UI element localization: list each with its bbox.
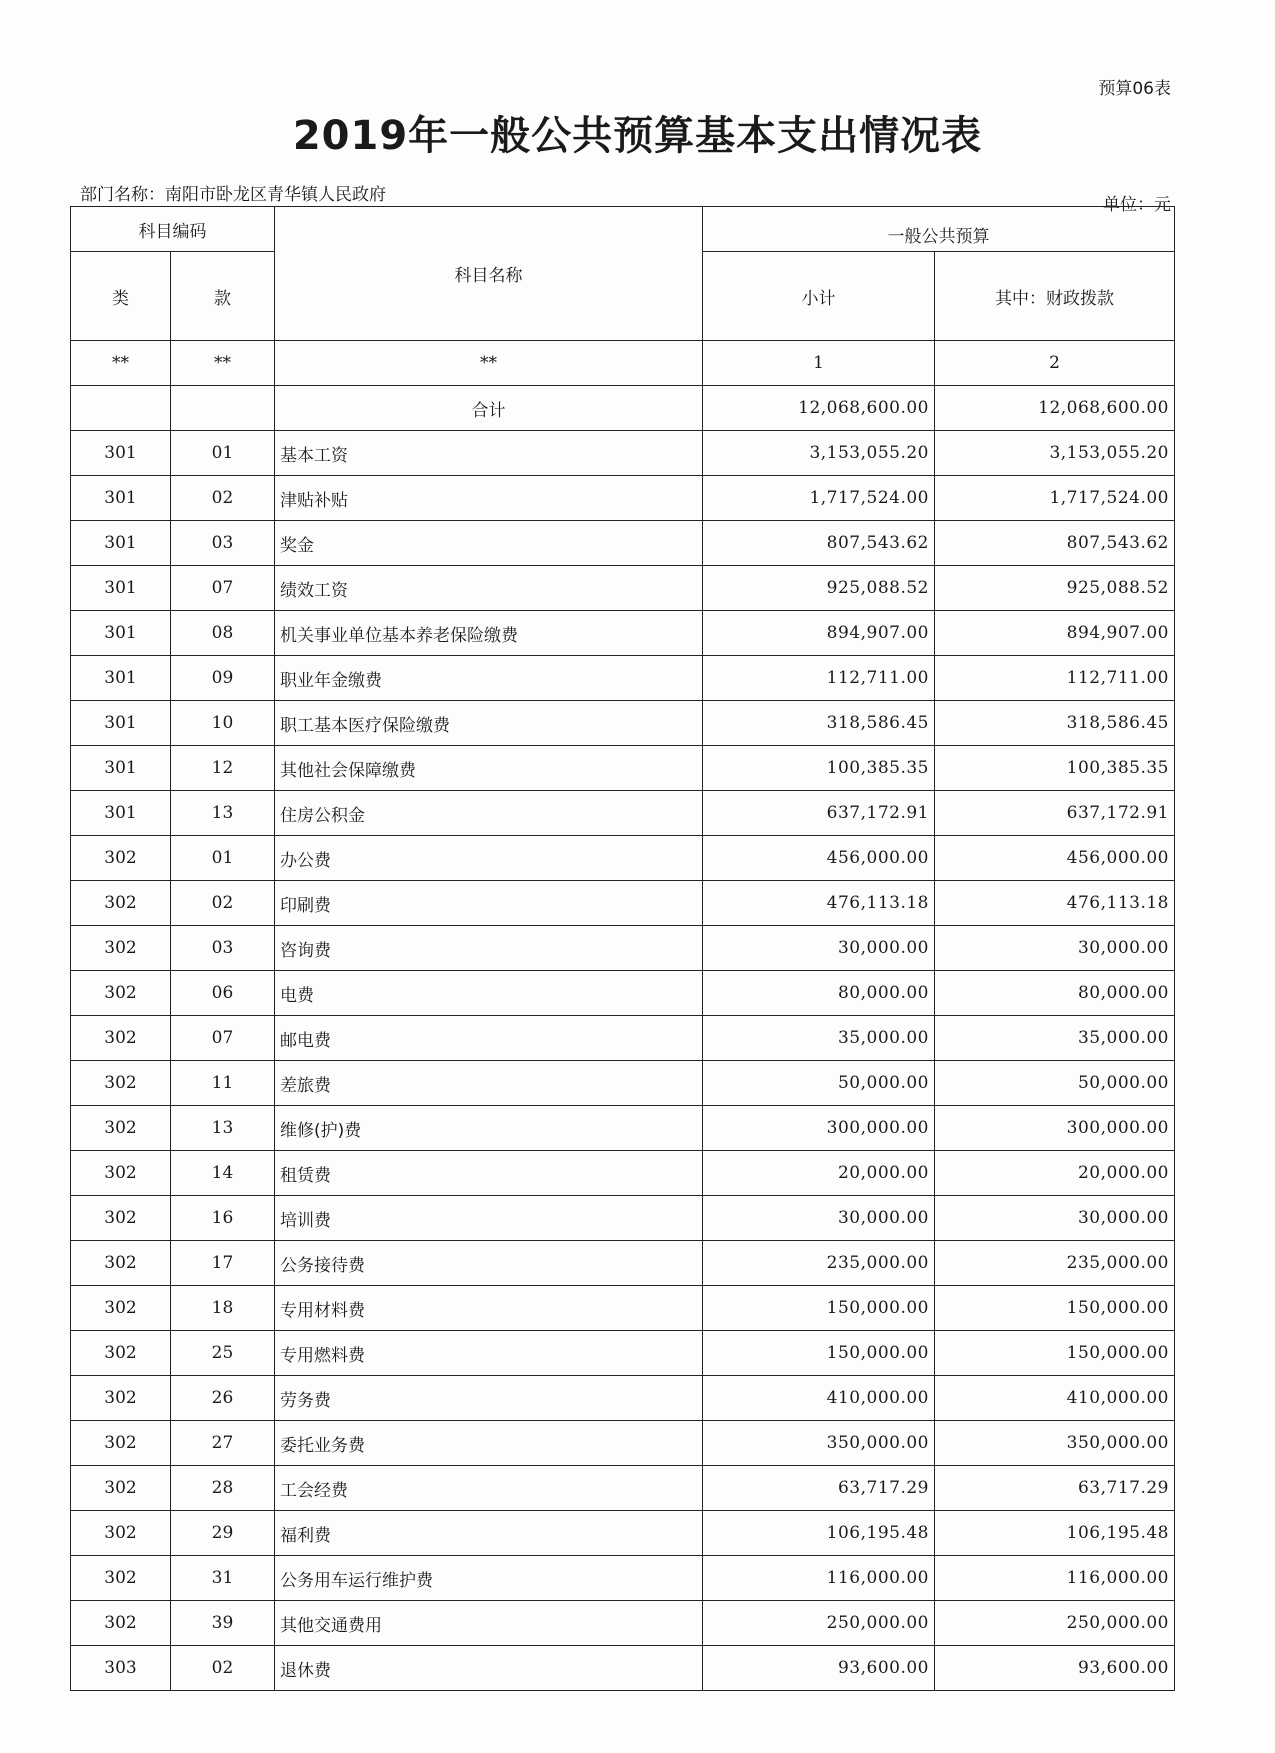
row-class-code: 301	[71, 476, 171, 521]
row-item-code: 11	[171, 1061, 275, 1106]
row-class-code: 302	[71, 1241, 171, 1286]
row-item-code: 07	[171, 1016, 275, 1061]
row-item-code: 17	[171, 1241, 275, 1286]
row-subject-name: 福利费	[275, 1511, 703, 1556]
row-class-code: 302	[71, 1511, 171, 1556]
total-class	[71, 386, 171, 431]
header-budget-group: 一般公共预算	[703, 207, 1175, 252]
row-fiscal: 807,543.62	[935, 521, 1175, 566]
header-fiscal: 其中：财政拨款	[935, 252, 1175, 341]
row-fiscal: 50,000.00	[935, 1061, 1175, 1106]
row-class-code: 302	[71, 1196, 171, 1241]
row-fiscal: 63,717.29	[935, 1466, 1175, 1511]
table-row	[71, 746, 1175, 791]
row-subtotal: 807,543.62	[703, 521, 935, 566]
row-class-code: 302	[71, 1061, 171, 1106]
row-class-code: 302	[71, 1016, 171, 1061]
row-class-code: 302	[71, 1421, 171, 1466]
row-subject-name: 其他社会保障缴费	[275, 746, 703, 791]
total-label: 合计	[275, 386, 703, 431]
row-item-code: 28	[171, 1466, 275, 1511]
row-subtotal: 106,195.48	[703, 1511, 935, 1556]
row-subject-name: 劳务费	[275, 1376, 703, 1421]
row-subtotal: 80,000.00	[703, 971, 935, 1016]
table-row	[71, 836, 1175, 881]
row-item-code: 03	[171, 521, 275, 566]
row-subtotal: 894,907.00	[703, 611, 935, 656]
index-fiscal: 2	[935, 341, 1175, 386]
row-subject-name: 咨询费	[275, 926, 703, 971]
row-subject-name: 奖金	[275, 521, 703, 566]
row-fiscal: 30,000.00	[935, 926, 1175, 971]
row-subtotal: 35,000.00	[703, 1016, 935, 1061]
row-item-code: 03	[171, 926, 275, 971]
table-row	[71, 1601, 1175, 1646]
row-class-code: 302	[71, 926, 171, 971]
row-class-code: 301	[71, 431, 171, 476]
department-line	[80, 180, 386, 205]
total-row	[71, 386, 1175, 431]
row-subject-name: 办公费	[275, 836, 703, 881]
row-fiscal: 235,000.00	[935, 1241, 1175, 1286]
table-row	[71, 566, 1175, 611]
index-item: **	[171, 341, 275, 386]
row-subtotal: 112,711.00	[703, 656, 935, 701]
table-row	[71, 1106, 1175, 1151]
table-row	[71, 1331, 1175, 1376]
row-fiscal: 350,000.00	[935, 1421, 1175, 1466]
row-fiscal: 100,385.35	[935, 746, 1175, 791]
row-class-code: 301	[71, 701, 171, 746]
row-subtotal: 250,000.00	[703, 1601, 935, 1646]
row-class-code: 302	[71, 1376, 171, 1421]
row-subtotal: 150,000.00	[703, 1331, 935, 1376]
row-subject-name: 职业年金缴费	[275, 656, 703, 701]
row-subject-name: 差旅费	[275, 1061, 703, 1106]
row-fiscal: 1,717,524.00	[935, 476, 1175, 521]
table-row	[71, 611, 1175, 656]
table-row	[71, 791, 1175, 836]
table-row	[71, 476, 1175, 521]
row-fiscal: 106,195.48	[935, 1511, 1175, 1556]
row-subject-name: 专用材料费	[275, 1286, 703, 1331]
row-item-code: 13	[171, 791, 275, 836]
row-fiscal: 112,711.00	[935, 656, 1175, 701]
row-item-code: 16	[171, 1196, 275, 1241]
table-row	[71, 431, 1175, 476]
row-class-code: 302	[71, 1286, 171, 1331]
table-row	[71, 1151, 1175, 1196]
table-row	[71, 1466, 1175, 1511]
row-subtotal: 150,000.00	[703, 1286, 935, 1331]
row-class-code: 301	[71, 791, 171, 836]
row-fiscal: 318,586.45	[935, 701, 1175, 746]
row-class-code: 302	[71, 1466, 171, 1511]
row-subtotal: 235,000.00	[703, 1241, 935, 1286]
row-fiscal: 476,113.18	[935, 881, 1175, 926]
row-subject-name: 委托业务费	[275, 1421, 703, 1466]
row-class-code: 302	[71, 1106, 171, 1151]
row-class-code: 301	[71, 656, 171, 701]
row-item-code: 07	[171, 566, 275, 611]
header-item: 款	[171, 252, 275, 341]
row-subtotal: 3,153,055.20	[703, 431, 935, 476]
table-row	[71, 701, 1175, 746]
row-fiscal: 80,000.00	[935, 971, 1175, 1016]
table-row	[71, 1196, 1175, 1241]
row-item-code: 29	[171, 1511, 275, 1556]
row-fiscal: 35,000.00	[935, 1016, 1175, 1061]
row-subject-name: 培训费	[275, 1196, 703, 1241]
row-subject-name: 租赁费	[275, 1151, 703, 1196]
row-fiscal: 300,000.00	[935, 1106, 1175, 1151]
row-class-code: 301	[71, 566, 171, 611]
row-fiscal: 30,000.00	[935, 1196, 1175, 1241]
total-item	[171, 386, 275, 431]
row-subtotal: 350,000.00	[703, 1421, 935, 1466]
row-class-code: 301	[71, 611, 171, 656]
table-row	[71, 656, 1175, 701]
row-subtotal: 456,000.00	[703, 836, 935, 881]
table-row	[71, 1646, 1175, 1691]
row-subtotal: 637,172.91	[703, 791, 935, 836]
row-subtotal: 1,717,524.00	[703, 476, 935, 521]
index-class: **	[71, 341, 171, 386]
row-class-code: 302	[71, 836, 171, 881]
table-row	[71, 1286, 1175, 1331]
row-subject-name: 电费	[275, 971, 703, 1016]
header-name: 科目名称	[275, 207, 703, 341]
table-row	[71, 926, 1175, 971]
row-item-code: 06	[171, 971, 275, 1016]
row-fiscal: 894,907.00	[935, 611, 1175, 656]
row-item-code: 08	[171, 611, 275, 656]
row-subject-name: 津贴补贴	[275, 476, 703, 521]
row-subject-name: 公务接待费	[275, 1241, 703, 1286]
table-row	[71, 1061, 1175, 1106]
row-item-code: 02	[171, 476, 275, 521]
row-item-code: 12	[171, 746, 275, 791]
row-subtotal: 116,000.00	[703, 1556, 935, 1601]
row-subtotal: 100,385.35	[703, 746, 935, 791]
row-fiscal: 637,172.91	[935, 791, 1175, 836]
row-subject-name: 职工基本医疗保险缴费	[275, 701, 703, 746]
row-fiscal: 20,000.00	[935, 1151, 1175, 1196]
row-fiscal: 150,000.00	[935, 1331, 1175, 1376]
table-row	[71, 1376, 1175, 1421]
row-subject-name: 维修(护)费	[275, 1106, 703, 1151]
row-item-code: 14	[171, 1151, 275, 1196]
row-fiscal: 456,000.00	[935, 836, 1175, 881]
table-row	[71, 1511, 1175, 1556]
row-item-code: 10	[171, 701, 275, 746]
row-item-code: 09	[171, 656, 275, 701]
row-fiscal: 3,153,055.20	[935, 431, 1175, 476]
row-class-code: 302	[71, 1601, 171, 1646]
unit-label: 单位：元	[1103, 195, 1171, 215]
total-subtotal: 12,068,600.00	[703, 386, 935, 431]
row-subtotal: 30,000.00	[703, 926, 935, 971]
row-item-code: 13	[171, 1106, 275, 1151]
row-subtotal: 410,000.00	[703, 1376, 935, 1421]
index-row	[71, 341, 1175, 386]
row-subject-name: 公务用车运行维护费	[275, 1556, 703, 1601]
row-item-code: 26	[171, 1376, 275, 1421]
row-class-code: 301	[71, 746, 171, 791]
row-item-code: 18	[171, 1286, 275, 1331]
form-number: 预算06表	[1098, 79, 1171, 99]
row-subtotal: 50,000.00	[703, 1061, 935, 1106]
row-subtotal: 20,000.00	[703, 1151, 935, 1196]
row-class-code: 302	[71, 1331, 171, 1376]
row-subtotal: 925,088.52	[703, 566, 935, 611]
row-class-code: 302	[71, 881, 171, 926]
header-class: 类	[71, 252, 171, 341]
row-class-code: 301	[71, 521, 171, 566]
index-subtotal: 1	[703, 341, 935, 386]
row-fiscal: 410,000.00	[935, 1376, 1175, 1421]
row-subject-name: 邮电费	[275, 1016, 703, 1061]
table-row	[71, 1421, 1175, 1466]
row-subject-name: 退休费	[275, 1646, 703, 1691]
department-label: 部门名称：	[80, 185, 165, 205]
table-row	[71, 1556, 1175, 1601]
total-fiscal: 12,068,600.00	[935, 386, 1175, 431]
table-row	[71, 1016, 1175, 1061]
budget-table	[70, 206, 1175, 1691]
row-subtotal: 63,717.29	[703, 1466, 935, 1511]
department-name: 南阳市卧龙区青华镇人民政府	[165, 185, 386, 205]
row-subtotal: 318,586.45	[703, 701, 935, 746]
row-item-code: 31	[171, 1556, 275, 1601]
row-item-code: 01	[171, 431, 275, 476]
row-subject-name: 工会经费	[275, 1466, 703, 1511]
row-subject-name: 基本工资	[275, 431, 703, 476]
row-subject-name: 专用燃料费	[275, 1331, 703, 1376]
table-row	[71, 881, 1175, 926]
row-subtotal: 30,000.00	[703, 1196, 935, 1241]
row-subject-name: 印刷费	[275, 881, 703, 926]
row-class-code: 302	[71, 1151, 171, 1196]
row-item-code: 27	[171, 1421, 275, 1466]
row-subject-name: 绩效工资	[275, 566, 703, 611]
table-row	[71, 1241, 1175, 1286]
row-subtotal: 476,113.18	[703, 881, 935, 926]
row-class-code: 302	[71, 971, 171, 1016]
row-item-code: 39	[171, 1601, 275, 1646]
index-name: **	[275, 341, 703, 386]
row-subtotal: 300,000.00	[703, 1106, 935, 1151]
table-header	[71, 207, 1175, 431]
header-subtotal: 小计	[703, 252, 935, 341]
header-code-group: 科目编码	[71, 207, 275, 252]
table-row	[71, 971, 1175, 1016]
row-subject-name: 其他交通费用	[275, 1601, 703, 1646]
row-item-code: 25	[171, 1331, 275, 1376]
row-item-code: 01	[171, 836, 275, 881]
table-body	[71, 431, 1175, 1691]
row-subject-name: 住房公积金	[275, 791, 703, 836]
row-fiscal: 150,000.00	[935, 1286, 1175, 1331]
row-item-code: 02	[171, 881, 275, 926]
row-fiscal: 250,000.00	[935, 1601, 1175, 1646]
row-fiscal: 116,000.00	[935, 1556, 1175, 1601]
row-class-code: 302	[71, 1556, 171, 1601]
row-class-code: 303	[71, 1646, 171, 1691]
row-subtotal: 93,600.00	[703, 1646, 935, 1691]
page-title: 2019年一般公共预算基本支出情况表	[292, 113, 983, 159]
row-subject-name: 机关事业单位基本养老保险缴费	[275, 611, 703, 656]
row-item-code: 02	[171, 1646, 275, 1691]
row-fiscal: 93,600.00	[935, 1646, 1175, 1691]
row-fiscal: 925,088.52	[935, 566, 1175, 611]
table-row	[71, 521, 1175, 566]
